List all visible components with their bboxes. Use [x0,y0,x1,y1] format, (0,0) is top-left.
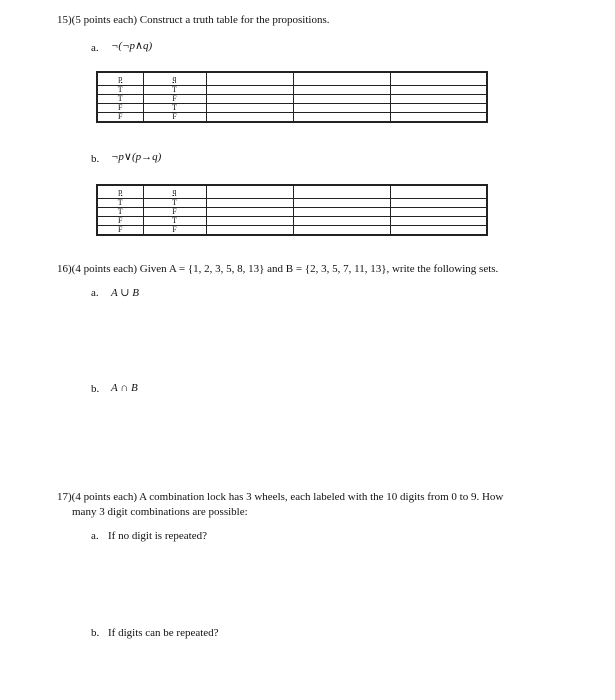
q15-number: 15) [57,14,72,26]
truth-table-header-row [97,72,487,86]
truth-table-answer-cell[interactable] [390,72,487,86]
truth-table-cell: F [143,226,206,236]
truth-table-cell: T [97,95,143,104]
truth-table-cell: T [143,199,206,208]
q16-text: (4 points each) Given A = {1, 2, 3, 5, 8, 13} and B = {2, 3, 5, 7, 11, 13}, write the following sets. [71,263,499,275]
truth-table-answer-cell[interactable] [390,95,487,104]
truth-table-row [97,104,487,113]
truth-table-answer-cell[interactable] [293,72,390,86]
truth-table-answer-cell[interactable] [206,185,293,199]
truth-table-answer-cell[interactable] [206,86,293,95]
truth-table-answer-cell[interactable] [293,208,390,217]
truth-table-answer-cell[interactable] [293,86,390,95]
truth-table-row [97,86,487,95]
truth-table-answer-cell[interactable] [390,226,487,236]
truth-table-cell: T [143,104,206,113]
q15b-expression: ¬p∨(p→q) [111,151,162,163]
truth-table-header-cell: q [143,72,206,86]
q17a-label: a. [91,530,99,542]
truth-table-cell: F [143,208,206,217]
truth-table-header-cell: q [143,185,206,199]
truth-table-answer-cell[interactable] [206,104,293,113]
q16a-label: a. [91,287,99,299]
q15-heading [57,13,330,27]
q16b-expression: A ∩ B [111,382,138,394]
truth-table-row [97,208,487,217]
truth-table-answer-cell[interactable] [206,226,293,236]
truth-table-header-cell: p [97,72,143,86]
truth-table-row [97,95,487,104]
q17-heading [57,490,577,504]
q16-number: 16) [57,263,72,275]
truth-table-cell: F [97,104,143,113]
truth-table-answer-cell[interactable] [293,217,390,226]
q16b-label: b. [91,383,100,395]
truth-table-cell: T [143,217,206,226]
truth-table-answer-cell[interactable] [293,226,390,236]
truth-table-answer-cell[interactable] [390,217,487,226]
truth-table-answer-cell[interactable] [293,199,390,208]
truth-table-cell: F [97,217,143,226]
q15a-label: a. [91,42,99,54]
truth-table-cell: T [97,199,143,208]
truth-table-answer-cell[interactable] [390,199,487,208]
truth-table-answer-cell[interactable] [390,208,487,217]
truth-table-cell: F [97,226,143,236]
truth-table-cell: F [97,113,143,123]
truth-table-answer-cell[interactable] [293,104,390,113]
q15-text: (5 points each) Construct a truth table for the propositions. [71,14,330,26]
truth-table-cell: T [97,86,143,95]
truth-table-row [97,217,487,226]
truth-table-answer-cell[interactable] [390,86,487,95]
truth-table-a [96,71,488,123]
q17-text-line2: many 3 digit combinations are possible: [72,506,248,518]
q15a-expression: ¬(¬p∧q) [111,40,153,52]
truth-table-answer-cell[interactable] [206,199,293,208]
truth-table-row [97,199,487,208]
truth-table-answer-cell[interactable] [206,95,293,104]
q16-heading [57,262,498,276]
q17b-label: b. [91,627,100,639]
truth-table-answer-cell[interactable] [206,217,293,226]
q17-text-line1: (4 points each) A combination lock has 3 wheels, each labeled with the 10 digits from 0 to 9. How [71,491,504,503]
truth-table-cell: T [143,86,206,95]
truth-table-header-row [97,185,487,199]
truth-table-answer-cell[interactable] [293,185,390,199]
q16a-expression: A ∪ B [111,287,139,299]
q17b-text: If digits can be repeated? [108,627,219,639]
truth-table-row [97,113,487,123]
truth-table-header-cell: p [97,185,143,199]
truth-table-row [97,226,487,236]
truth-table-answer-cell[interactable] [206,72,293,86]
truth-table-answer-cell[interactable] [206,113,293,123]
truth-table-answer-cell[interactable] [206,208,293,217]
truth-table-cell: F [143,95,206,104]
truth-table-b [96,184,488,236]
truth-table-answer-cell[interactable] [390,185,487,199]
q17a-text: If no digit is repeated? [108,530,207,542]
truth-table-answer-cell[interactable] [390,113,487,123]
q15b-label: b. [91,153,100,165]
truth-table-answer-cell[interactable] [293,113,390,123]
truth-table-cell: T [97,208,143,217]
q17-number: 17) [57,491,72,503]
truth-table-answer-cell[interactable] [390,104,487,113]
truth-table-cell: F [143,113,206,123]
truth-table-answer-cell[interactable] [293,95,390,104]
